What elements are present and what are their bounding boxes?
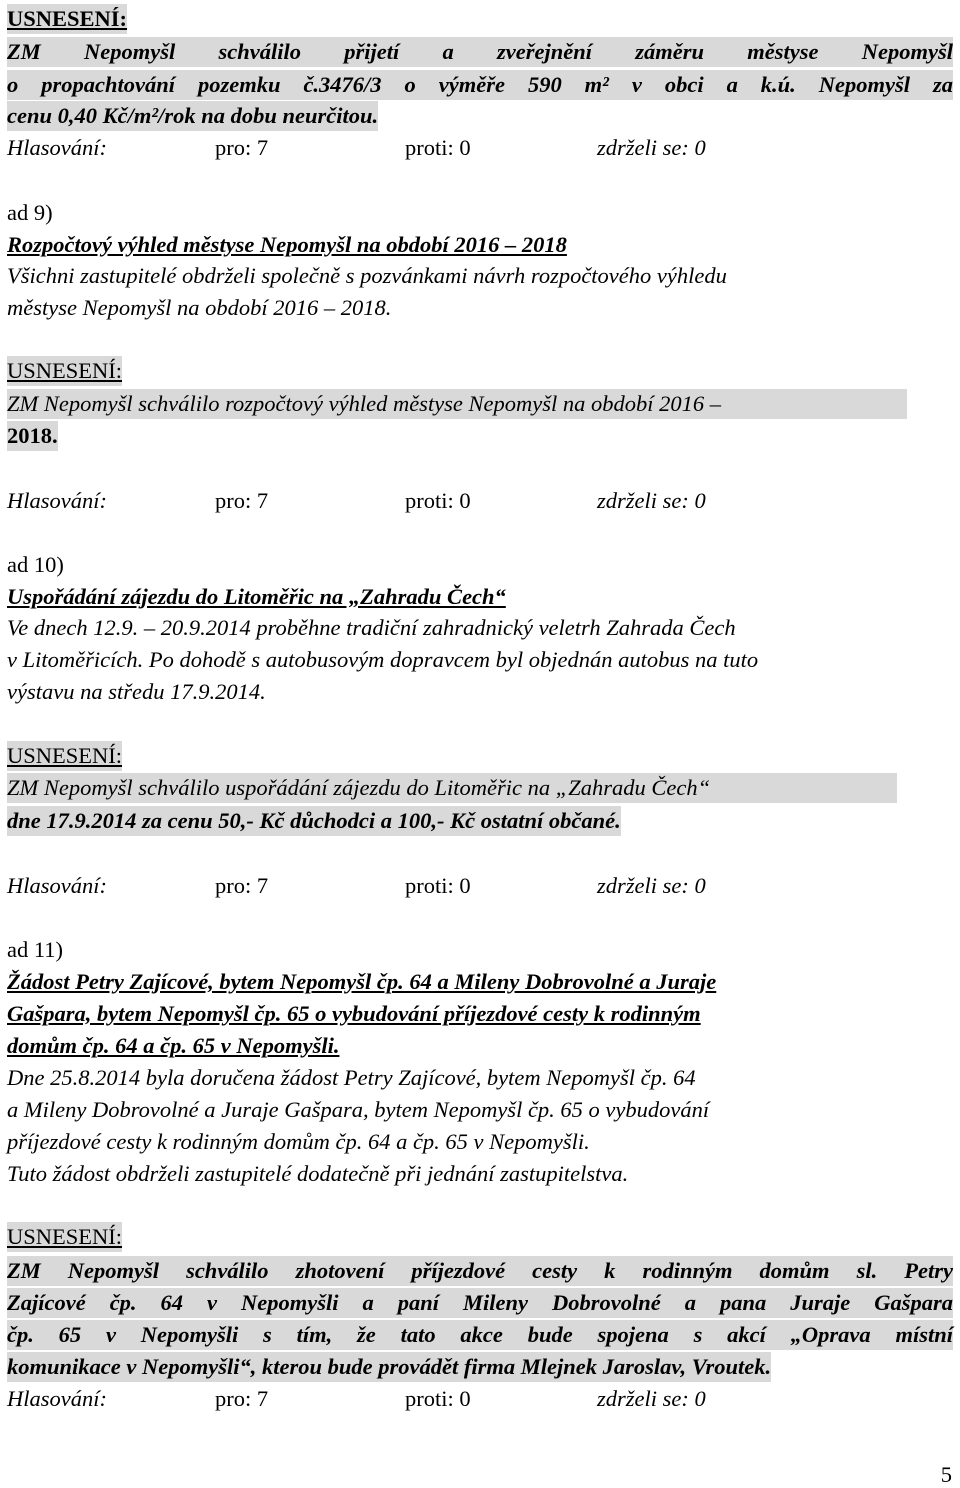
agenda-item-text: výstavu na středu 17.9.2014.	[7, 679, 266, 704]
agenda-item-number: ad 11)	[7, 937, 64, 962]
vote-abstain: zdrželi se: 0	[597, 1386, 706, 1411]
agenda-item-title: Žádost Petry Zajícové, bytem Nepomyšl čp. 64 a Mileny Dobrovolné a Juraje	[7, 969, 717, 994]
resolution-heading: USNESENÍ:	[7, 356, 122, 386]
vote-against: proti: 0	[405, 873, 471, 898]
vote-against: proti: 0	[405, 1386, 471, 1411]
resolution-text-line: komunikace v Nepomyšli“, kterou bude provádět firma Mlejnek Jaroslav, Vroutek.	[7, 1352, 771, 1382]
resolution-text-line: cenu 0,40 Kč/m²/rok na dobu neurčitou.	[7, 101, 378, 131]
resolution-text-line: ZM Nepomyšl schválilo přijetí a zveřejnění záměru městyse Nepomyšl	[7, 37, 953, 67]
vote-label: Hlasování:	[7, 873, 107, 898]
resolution-text-line: 2018.	[7, 421, 58, 451]
agenda-item-number: ad 10)	[7, 552, 64, 577]
resolution-text-line: ZM Nepomyšl schválilo rozpočtový výhled městyse Nepomyšl na období 2016 –	[7, 389, 907, 419]
resolution-heading: USNESENÍ:	[7, 1222, 122, 1252]
vote-label: Hlasování:	[7, 135, 107, 160]
vote-for: pro: 7	[215, 488, 269, 513]
resolution-text-line: dne 17.9.2014 za cenu 50,- Kč důchodci a 100,- Kč ostatní občané.	[7, 806, 621, 836]
vote-against: proti: 0	[405, 135, 471, 160]
page-number: 5	[940, 1462, 952, 1487]
resolution-heading: USNESENÍ:	[7, 741, 122, 771]
agenda-item-title: Rozpočtový výhled městyse Nepomyšl na období 2016 – 2018	[7, 232, 567, 257]
agenda-item-text: Všichni zastupitelé obdrželi společně s pozvánkami návrh rozpočtového výhledu	[7, 263, 727, 288]
vote-label: Hlasování:	[7, 1386, 107, 1411]
agenda-item-text: Dne 25.8.2014 byla doručena žádost Petry Zajícové, bytem Nepomyšl čp. 64	[7, 1065, 696, 1090]
vote-for: pro: 7	[215, 135, 269, 160]
agenda-item-text: Tuto žádost obdrželi zastupitelé dodatečně při jednání zastupitelstva.	[7, 1161, 629, 1186]
vote-label: Hlasování:	[7, 488, 107, 513]
agenda-item-text: příjezdové cesty k rodinným domům čp. 64 a čp. 65 v Nepomyšli.	[7, 1129, 590, 1154]
resolution-text-line: ZM Nepomyšl schválilo uspořádání zájezdu do Litoměřic na „Zahradu Čech“	[7, 773, 897, 803]
agenda-item-text: v Litoměřicích. Po dohodě s autobusovým dopravcem byl objednán autobus na tuto	[7, 647, 759, 672]
agenda-item-text: městyse Nepomyšl na období 2016 – 2018.	[7, 295, 392, 320]
resolution-heading: USNESENÍ:	[7, 4, 127, 34]
resolution-text-line: ZM Nepomyšl schválilo zhotovení příjezdové cesty k rodinným domům sl. Petry	[7, 1256, 953, 1286]
resolution-text-line: čp. 65 v Nepomyšli s tím, že tato akce bude spojena s akcí „Oprava místní	[7, 1320, 953, 1350]
agenda-item-text: Ve dnech 12.9. – 20.9.2014 proběhne tradiční zahradnický veletrh Zahrada Čech	[7, 615, 736, 640]
vote-against: proti: 0	[405, 488, 471, 513]
vote-abstain: zdrželi se: 0	[597, 135, 706, 160]
agenda-item-title: Uspořádání zájezdu do Litoměřic na „Zahradu Čech“	[7, 584, 506, 609]
vote-abstain: zdrželi se: 0	[597, 488, 706, 513]
agenda-item-title: Gašpara, bytem Nepomyšl čp. 65 o vybudování příjezdové cesty k rodinným	[7, 1001, 701, 1026]
agenda-item-number: ad 9)	[7, 200, 53, 225]
resolution-text-line: o propachtování pozemku č.3476/3 o výměře 590 m² v obci a k.ú. Nepomyšl za	[7, 70, 953, 100]
agenda-item-title: domům čp. 64 a čp. 65 v Nepomyšli.	[7, 1033, 340, 1058]
resolution-text-line: Zajícové čp. 64 v Nepomyšli a paní Mileny Dobrovolné a pana Juraje Gašpara	[7, 1288, 953, 1318]
agenda-item-text: a Mileny Dobrovolné a Juraje Gašpara, bytem Nepomyšl čp. 65 o vybudování	[7, 1097, 710, 1122]
vote-abstain: zdrželi se: 0	[597, 873, 706, 898]
vote-for: pro: 7	[215, 873, 269, 898]
vote-for: pro: 7	[215, 1386, 269, 1411]
